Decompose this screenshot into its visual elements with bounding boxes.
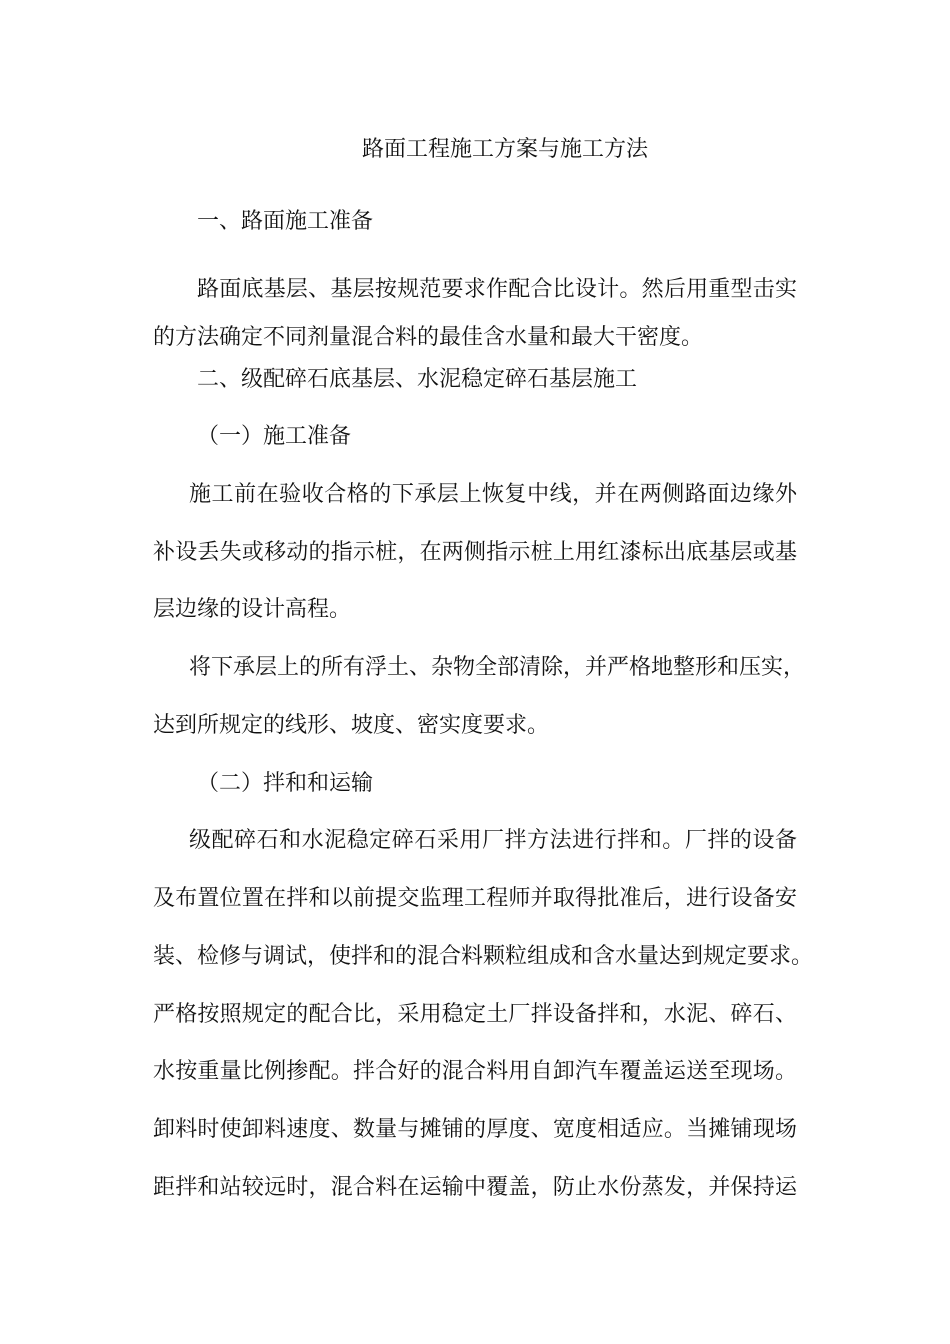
paragraph-line: 达到所规定的线形、坡度、密实度要求。 bbox=[153, 713, 550, 738]
paragraph-line: 施工前在验收合格的下承层上恢复中线，并在两侧路面边缘外 bbox=[189, 482, 797, 507]
subheading-2: （二）拌和和运输 bbox=[197, 771, 374, 796]
paragraph-line: 水按重量比例掺配。拌合好的混合料用自卸汽车覆盖运送至现场。 bbox=[153, 1059, 797, 1084]
paragraph-line: 路面底基层、基层按规范要求作配合比设计。然后用重型击实 bbox=[197, 277, 797, 302]
paragraph-line: 卸料时使卸料速度、数量与摊铺的厚度、宽度相适应。当摊铺现场 bbox=[153, 1117, 797, 1142]
paragraph-line: 严格按照规定的配合比，采用稳定土厂拌设备拌和，水泥、碎石、 bbox=[153, 1002, 797, 1027]
paragraph-line: 及布置位置在拌和以前提交监理工程师并取得批准后，进行设备安 bbox=[153, 886, 797, 911]
heading-2: 二、级配碎石底基层、水泥稳定碎石基层施工 bbox=[197, 367, 638, 392]
paragraph-line: 装、检修与调试，使拌和的混合料颗粒组成和含水量达到规定要求。 bbox=[153, 944, 814, 969]
heading-1: 一、路面施工准备 bbox=[197, 209, 374, 234]
paragraph-line: 距拌和站较远时，混合料在运输中覆盖，防止水份蒸发，并保持运 bbox=[153, 1175, 797, 1200]
paragraph-line: 层边缘的设计高程。 bbox=[153, 597, 352, 622]
paragraph-line: 级配碎石和水泥稳定碎石采用厂拌方法进行拌和。厂拌的设备 bbox=[189, 828, 797, 853]
paragraph-line: 的方法确定不同剂量混合料的最佳含水量和最大干密度。 bbox=[153, 325, 704, 350]
document-title: 路面工程施工方案与施工方法 bbox=[361, 137, 648, 162]
subheading-1: （一）施工准备 bbox=[197, 424, 352, 449]
paragraph-line: 将下承层上的所有浮土、杂物全部清除，并严格地整形和压实， bbox=[189, 655, 806, 680]
paragraph-line: 补设丢失或移动的指示桩，在两侧指示桩上用红漆标出底基层或基 bbox=[153, 540, 797, 565]
